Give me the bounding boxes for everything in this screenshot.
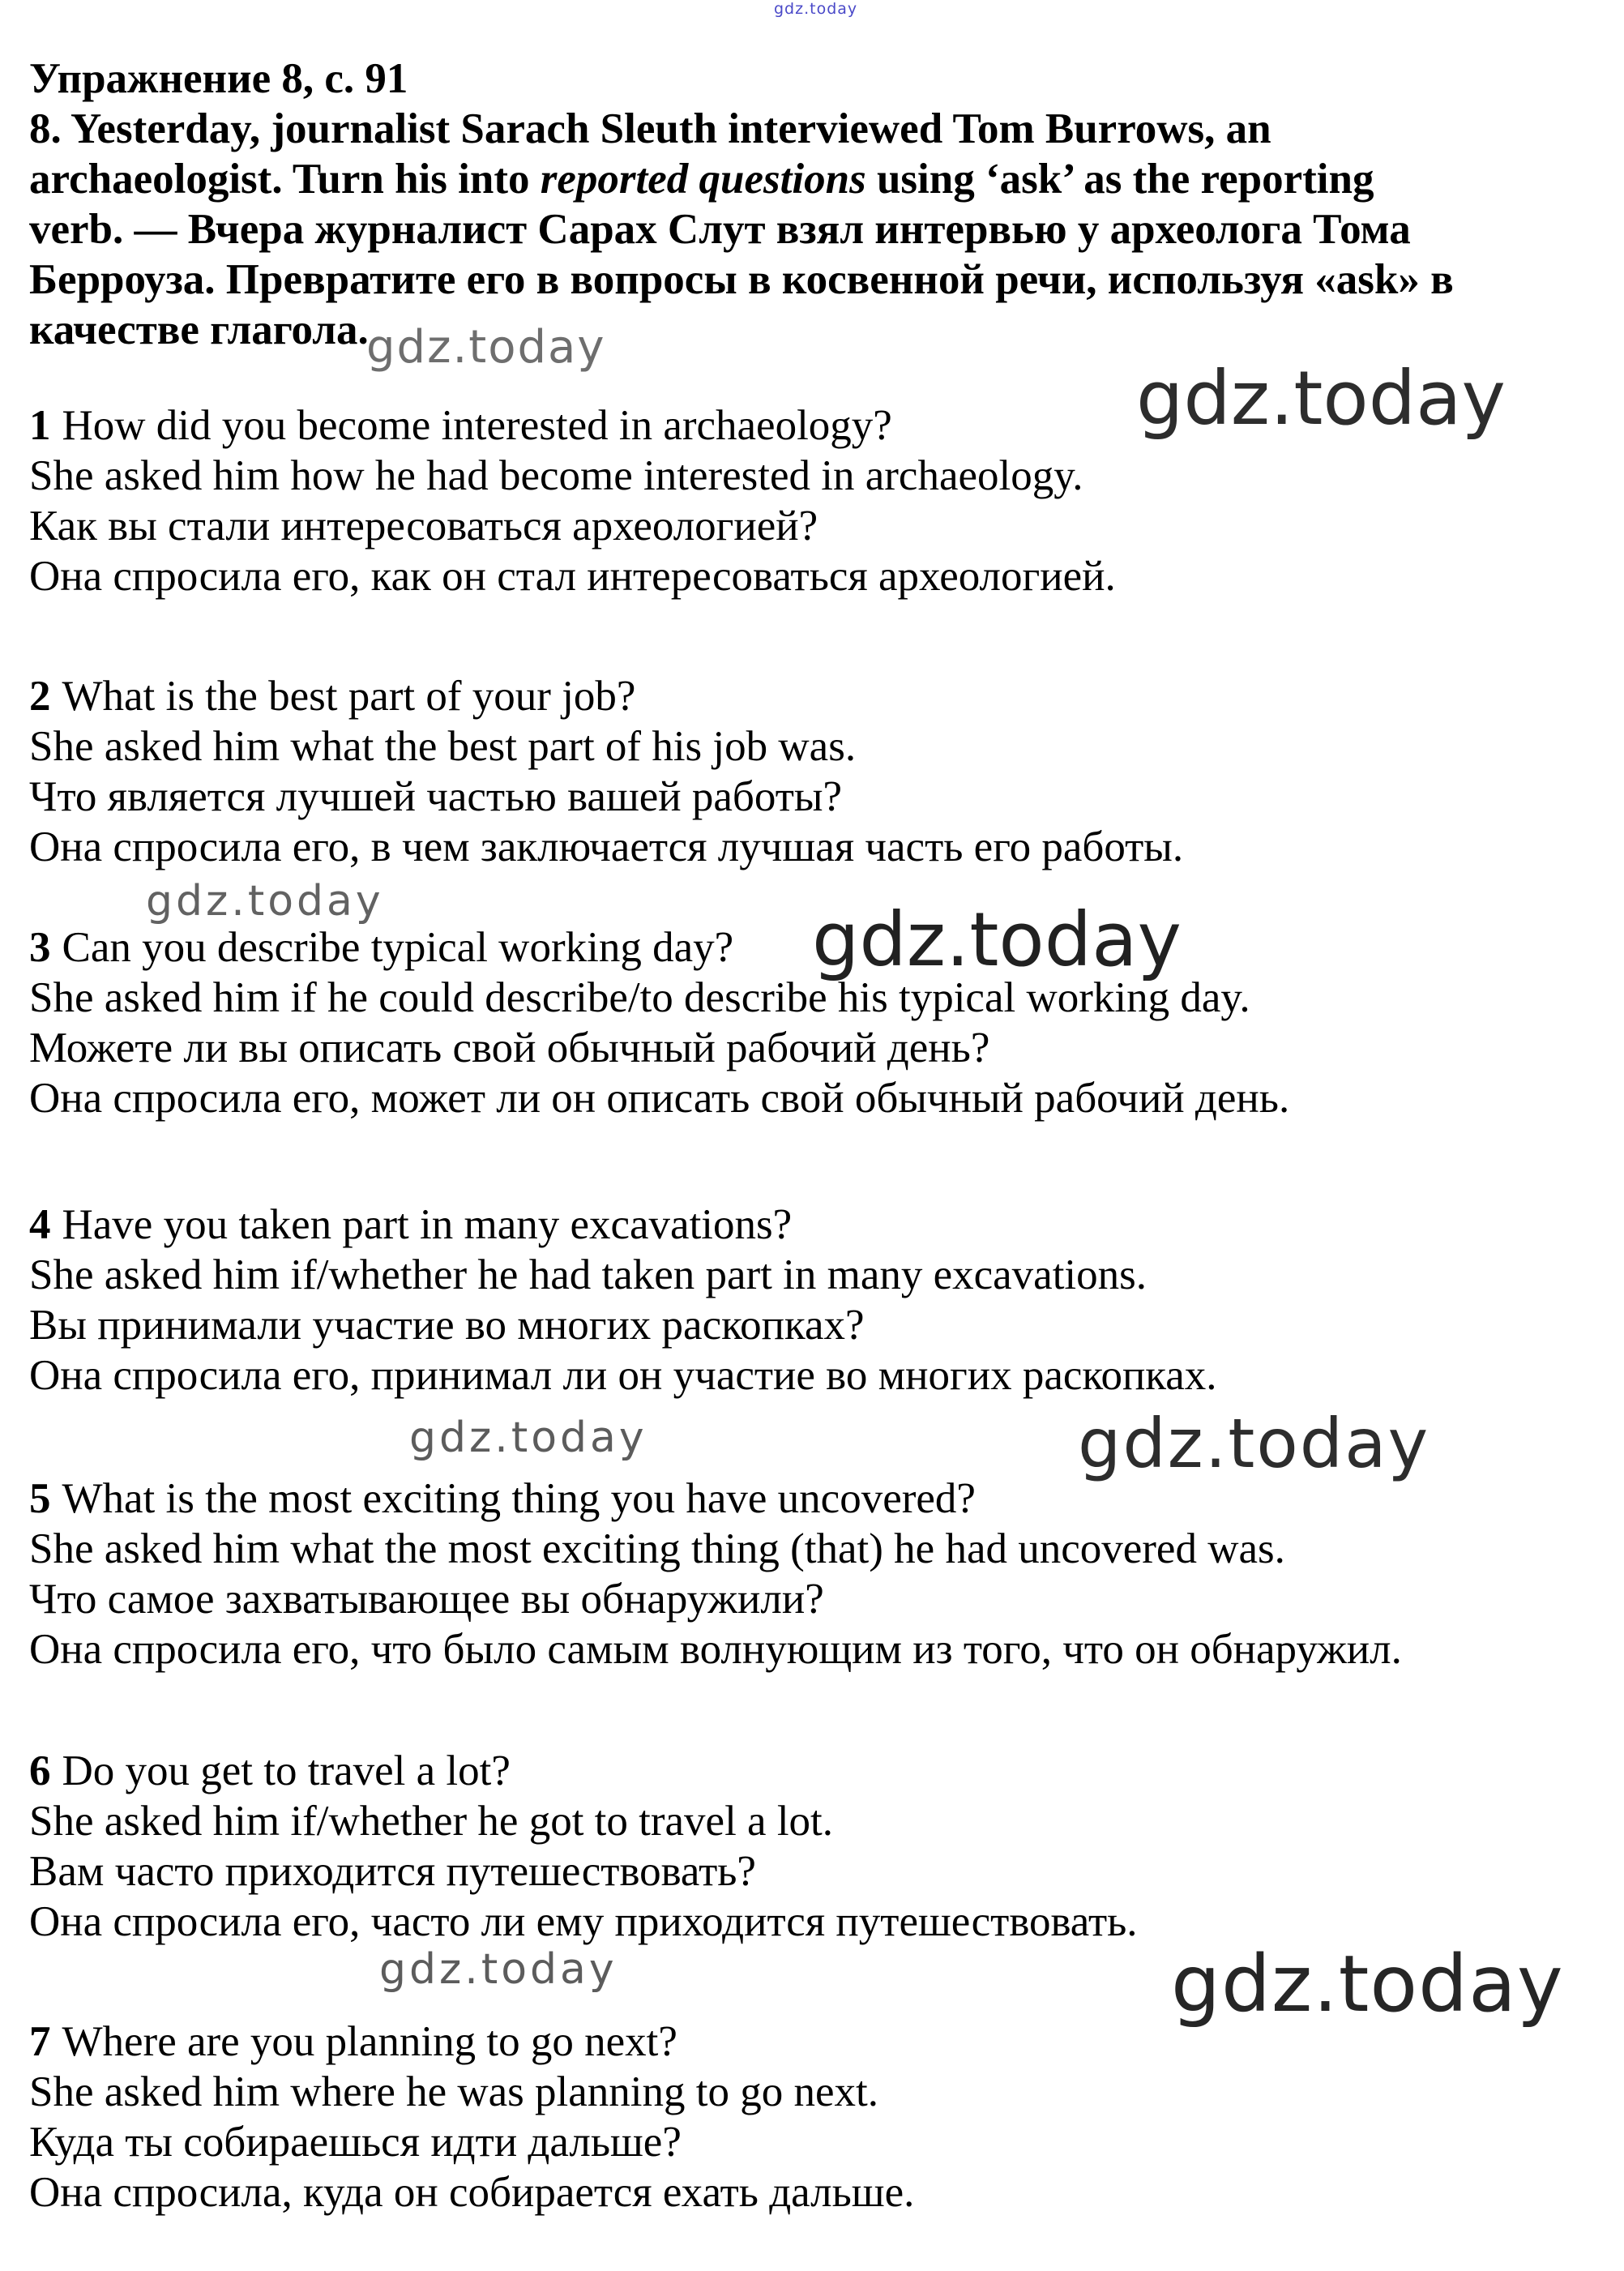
watermark-gdz-item1-right: gdz.today bbox=[1136, 355, 1506, 442]
question-line: 7 Where are you planning to go next? bbox=[29, 2018, 677, 2065]
question-ru-line: Можете ли вы описать свой обычный рабочий день? bbox=[29, 1024, 990, 1071]
question-ru-line: Как вы стали интересоваться археологией? bbox=[29, 503, 818, 550]
exercise-item-1 bbox=[29, 400, 1609, 601]
reported-ru-line: Она спросила, куда он собирается ехать дальше. bbox=[29, 2169, 915, 2216]
intro-line: качестве глагола. bbox=[29, 306, 369, 353]
intro-line: archaeologist. Turn his into reported questions using ‘ask’ as the reporting bbox=[29, 156, 1374, 203]
reported-ru-line: Она спросила его, часто ли ему приходится путешествовать. bbox=[29, 1898, 1138, 1945]
exercise-intro bbox=[29, 104, 1609, 355]
watermark-gdz-intro-inline: gdz.today bbox=[366, 321, 606, 374]
question-line: 1 How did you become interested in archaeology? bbox=[29, 402, 892, 449]
watermark-gdz-top: gdz.today bbox=[774, 0, 858, 18]
reported-ru-line: Она спросила его, что было самым волнующим из того, что он обнаружил. bbox=[29, 1626, 1402, 1673]
item-number: 3 bbox=[29, 924, 51, 971]
item-number: 5 bbox=[29, 1475, 51, 1522]
exercise-item-5 bbox=[29, 1473, 1609, 1674]
watermark-gdz-item3-left: gdz.today bbox=[146, 877, 384, 926]
intro-line: Берроуза. Превратите его в вопросы в косвенной речи, используя «ask» в bbox=[29, 256, 1454, 303]
reported-line: She asked him where he was planning to go next. bbox=[29, 2068, 878, 2115]
exercise-item-2 bbox=[29, 671, 1609, 872]
question-ru-line: Вы принимали участие во многих раскопках? bbox=[29, 1302, 865, 1349]
item-number: 6 bbox=[29, 1747, 51, 1794]
page-title: Упражнение 8, с. 91 bbox=[29, 55, 408, 102]
reported-line: She asked him how he had become interested in archaeology. bbox=[29, 452, 1083, 499]
watermark-gdz-item7-center: gdz.today bbox=[379, 1945, 618, 1994]
question-line: 5 What is the most exciting thing you have uncovered? bbox=[29, 1475, 976, 1522]
item-number: 1 bbox=[29, 402, 51, 449]
intro-line: 8. Yesterday, journalist Sarach Sleuth interviewed Tom Burrows, an bbox=[29, 105, 1271, 152]
item-number: 4 bbox=[29, 1201, 51, 1248]
watermark-gdz-item5-center: gdz.today bbox=[409, 1413, 647, 1462]
watermark-gdz-item5-right: gdz.today bbox=[1078, 1404, 1430, 1483]
question-line: 4 Have you taken part in many excavations? bbox=[29, 1201, 793, 1248]
question-ru-line: Куда ты собираешься идти дальше? bbox=[29, 2119, 682, 2166]
reported-line: She asked him if/whether he had taken part in many excavations. bbox=[29, 1251, 1147, 1298]
question-ru-line: Что является лучшей частью вашей работы? bbox=[29, 773, 842, 820]
intro-italic-phrase: reported questions bbox=[540, 156, 866, 203]
exercise-item-6 bbox=[29, 1746, 1609, 1947]
question-ru-line: Вам часто приходится путешествовать? bbox=[29, 1848, 756, 1895]
reported-line: She asked him what the most exciting thing (that) he had uncovered was. bbox=[29, 1525, 1285, 1572]
reported-ru-line: Она спросила его, принимал ли он участие во многих раскопках. bbox=[29, 1352, 1217, 1399]
reported-line: She asked him if he could describe/to describe his typical working day. bbox=[29, 974, 1250, 1021]
reported-ru-line: Она спросила его, может ли он описать свой обычный рабочий день. bbox=[29, 1075, 1290, 1122]
exercise-item-7 bbox=[29, 2017, 1609, 2218]
watermark-gdz-item7-right: gdz.today bbox=[1171, 1939, 1564, 2029]
reported-ru-line: Она спросила его, как он стал интересоваться археологией. bbox=[29, 553, 1116, 600]
reported-ru-line: Она спросила его, в чем заключается лучшая часть его работы. bbox=[29, 823, 1184, 870]
watermark-gdz-item3-right: gdz.today bbox=[812, 896, 1182, 983]
exercise-item-3 bbox=[29, 922, 1609, 1123]
intro-line: verb. — Вчера журналист Сарах Слут взял интервью у археолога Тома bbox=[29, 206, 1411, 253]
exercise-item-4 bbox=[29, 1200, 1609, 1401]
reported-line: She asked him what the best part of his job was. bbox=[29, 723, 857, 770]
reported-line: She asked him if/whether he got to travel a lot. bbox=[29, 1798, 834, 1845]
item-number: 2 bbox=[29, 673, 51, 720]
question-line: 6 Do you get to travel a lot? bbox=[29, 1747, 511, 1794]
question-line: 2 What is the best part of your job? bbox=[29, 673, 636, 720]
question-ru-line: Что самое захватывающее вы обнаружили? bbox=[29, 1576, 824, 1623]
item-number: 7 bbox=[29, 2018, 51, 2065]
question-line: 3 Can you describe typical working day? bbox=[29, 924, 734, 971]
